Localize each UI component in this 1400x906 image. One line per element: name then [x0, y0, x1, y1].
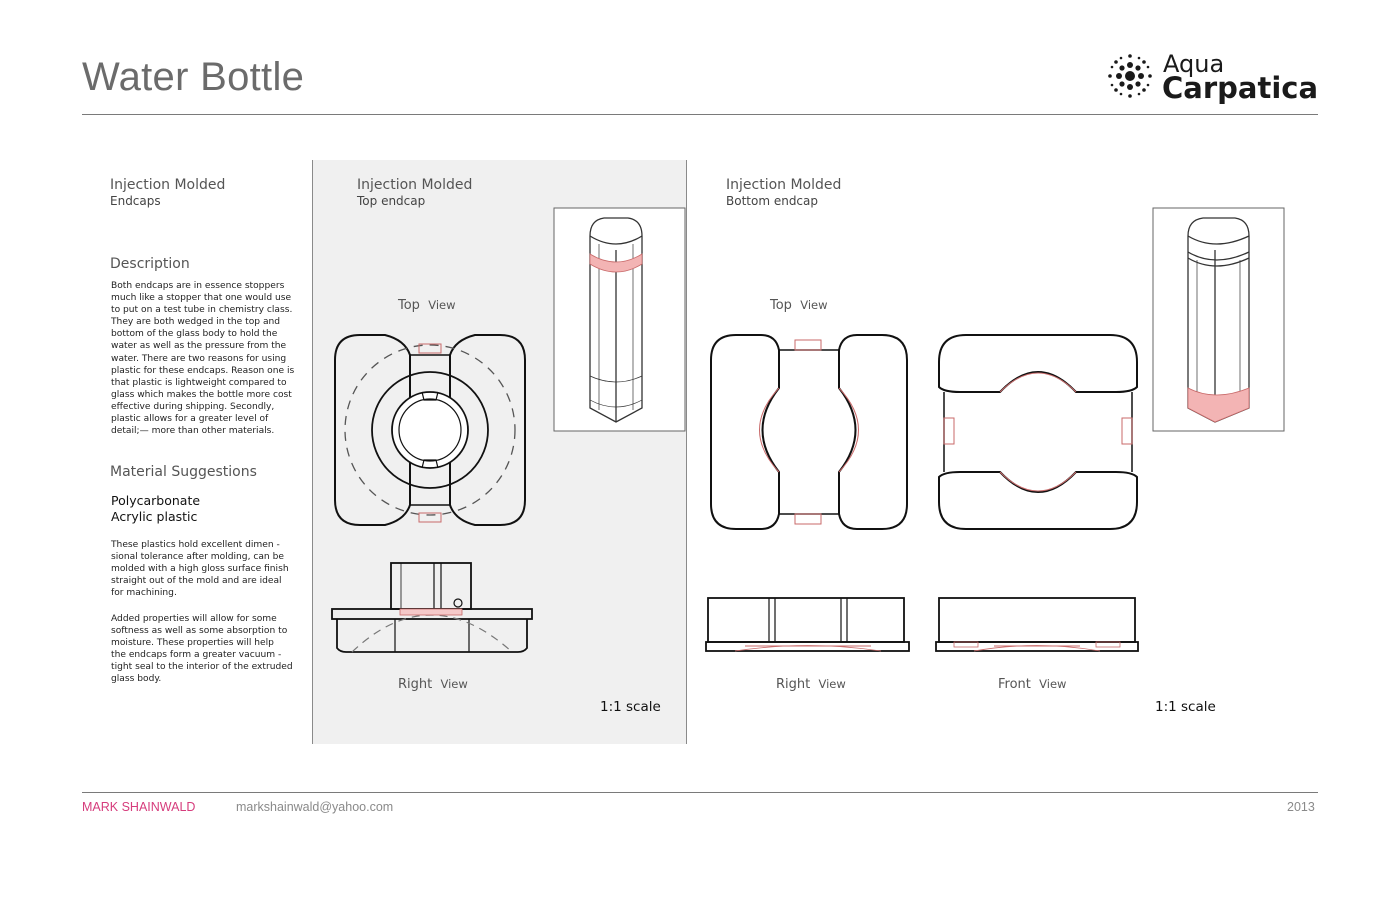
bottom-endcap-bottle-illustration — [1153, 208, 1285, 432]
top-endcap-bottle-illustration — [554, 208, 686, 432]
top-panel-subtitle: Top endcap — [357, 194, 426, 208]
bottom-endcap-top-view — [706, 330, 912, 534]
bottom-panel-front-view-label: Front View — [998, 677, 1067, 692]
description-text: Both endcaps are in essence stoppers much like a stopper that one would use to put on a test tube in chemistry class. They are both wedged in the top and bottom of the glass body to hold the water as well as the pressure from the water. There are two reasons for using plastic for these endcaps. Reason one is that plastic is lightweight compared to glass which makes the bottle more cost effective during shipping. Secondly, plastic allows for a greater level of detail;— more than other materials. — [111, 281, 295, 437]
top-endcap-top-view — [330, 330, 530, 530]
bottom-endcap-front-view — [934, 596, 1140, 656]
author-name: MARK SHAINWALD — [82, 800, 196, 814]
bottom-endcap-front-top-view — [936, 332, 1140, 532]
properties-text: Added properties will allow for some softness as well as some absorption to moisture. These properties will help the endcaps form a greater vacuum - tight seal to the interior of the extruded glass body. — [111, 614, 293, 685]
page-title: Water Bottle — [82, 55, 305, 99]
brand-name-line2: Carpatica — [1162, 71, 1319, 105]
footer-divider — [82, 792, 1318, 793]
bottom-panel-top-view-label: Top View — [770, 298, 828, 313]
author-email[interactable]: markshainwald@yahoo.com — [236, 800, 394, 814]
left-subtitle: Endcaps — [110, 194, 161, 208]
materials-text: These plastics hold excellent dimen - sional tolerance after molding, can be molded with a high gloss surface finish straight out of the mold and are ideal for machining. — [111, 540, 289, 599]
bottom-panel-right-view-label: Right View — [776, 677, 846, 692]
header-divider — [82, 114, 1318, 115]
materials-list — [111, 493, 200, 525]
material-item: Polycarbonate — [111, 493, 201, 508]
top-panel-title: Injection Molded — [357, 177, 473, 193]
left-title: Injection Molded — [110, 177, 226, 193]
bottom-panel-scale: 1:1 scale — [1155, 699, 1216, 715]
material-item: Acrylic plastic — [111, 509, 198, 524]
top-panel-right-view-label: Right View — [398, 677, 468, 692]
top-panel-scale: 1:1 scale — [600, 699, 661, 715]
bottom-panel-subtitle: Bottom endcap — [726, 194, 819, 208]
bottom-panel-title: Injection Molded — [726, 177, 842, 193]
bottom-endcap-right-view — [705, 596, 911, 656]
materials-heading: Material Suggestions — [110, 464, 257, 480]
brand-dots-icon — [1106, 52, 1154, 100]
top-endcap-right-view — [330, 560, 534, 660]
description-heading: Description — [110, 256, 190, 272]
footer-year: 2013 — [1287, 800, 1315, 814]
top-panel-top-view-label: Top View — [398, 298, 456, 313]
brand-name-line1: Aqua — [1163, 50, 1225, 78]
